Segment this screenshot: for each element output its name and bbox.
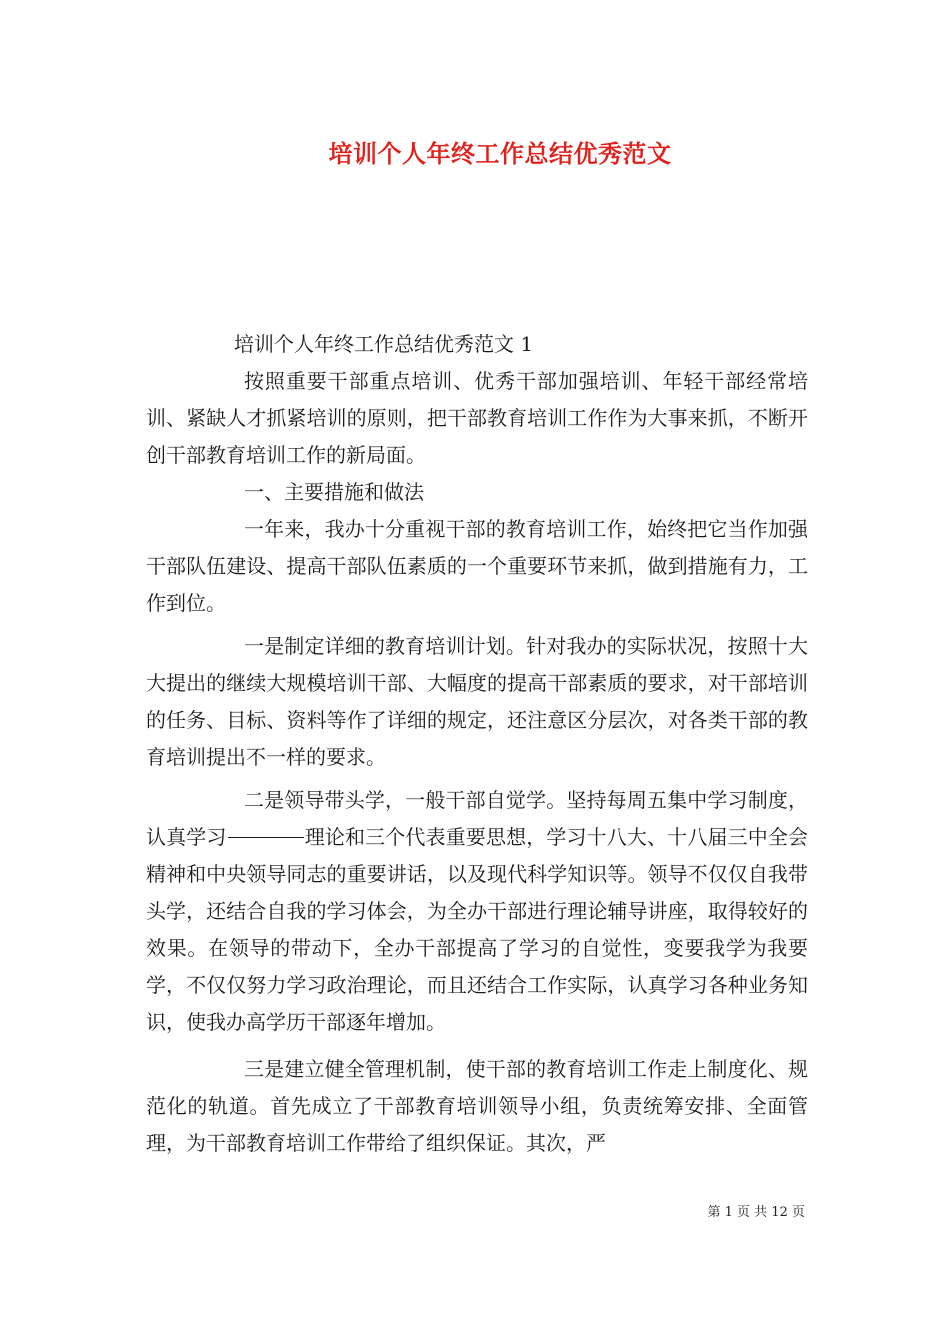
paragraph-overview: 一年来，我办十分重视干部的教育培训工作，始终把它当作加强干部队伍建设、提高干部队伍素质的一个重要环节来抓，做到措施有力，工作到位。 [146,517,808,615]
document-body [146,326,808,1162]
paragraph-plan: 一是制定详细的教育培训计划。针对我办的实际状况，按照十大大提出的继续大规模培训干部、大幅度的提高干部素质的要求，对干部培训的任务、目标、资料等作了详细的规定，还注意区分层次，对各类干部的教育培训提出不一样的要求。 [146,634,808,769]
section-title: 培训个人年终工作总结优秀范文 1 [234,332,534,356]
page-number-footer: 第 1 页 共 12 页 [707,1205,805,1220]
document-title: 培训个人年终工作总结优秀范文 [328,139,672,168]
heading-measures: 一、主要措施和做法 [244,480,424,504]
fill-blank-line [228,836,304,838]
paragraph-study [146,782,808,1041]
paragraph-management: 三是建立健全管理机制，使干部的教育培训工作走上制度化、规范化的轨道。首先成立了干部教育培训领导小组，负责统筹安排、全面管理，为干部教育培训工作带给了组织保证。其次，严 [146,1057,808,1155]
paragraph-intro: 按照重要干部重点培训、优秀干部加强培训、年轻干部经常培训、紧缺人才抓紧培训的原则，把干部教育培训工作作为大事来抓，不断开创干部教育培训工作的新局面。 [146,369,808,467]
paragraph-study-part2: 理论和三个代表重要思想，学习十八大、十八届三中全会精神和中央领导同志的重要讲话，以及现代科学知识等。领导不仅仅自我带头学，还结合自我的学习体会，为全办干部进行理论辅导讲座，取得较好的效果。在领导的带动下，全办干部提高了学习的自觉性，变要我学为我要学，不仅仅努力学习政治理论，而且还结合工作实际，认真学习各种业务知识，使我办高学历干部逐年增加。 [146,825,809,1034]
paragraph-study-part1: 二是领导带头学，一般干部自觉学。坚持每周五集中学习制度，认真学习 [146,788,808,849]
